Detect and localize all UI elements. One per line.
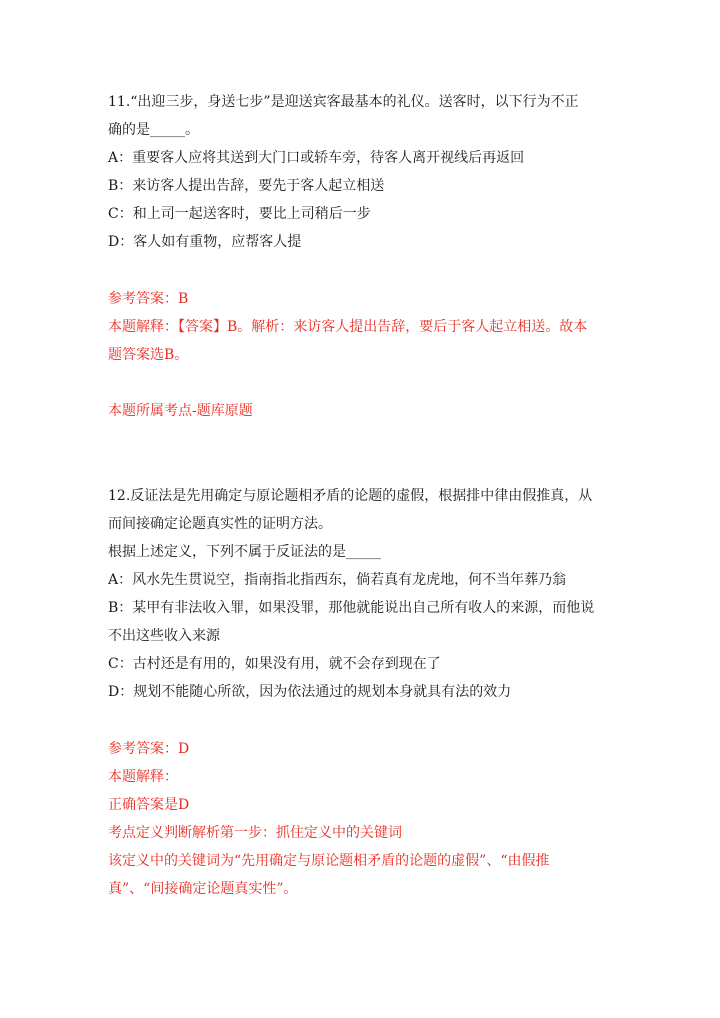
q11-option-a: A：重要客人应将其送到大门口或轿车旁，待客人离开视线后再返回 <box>108 150 525 166</box>
q12-explanation-line-3: 考点定义判断解析第一步：抓住定义中的关键词 <box>108 825 402 841</box>
q12-option-b: B：某甲有非法收入罪，如果没罪，那他就能说出自己所有收人的来源，而他说 <box>108 600 595 616</box>
q12-option-b-continued: 不出这些收入来源 <box>108 628 220 644</box>
q11-option-c: C：和上司一起送客时，要比上司稍后一步 <box>108 206 371 222</box>
q12-explanation-line-4: 该定义中的关键词为“先用确定与原论题相矛盾的论题的虚假”、“由假推 <box>108 853 550 869</box>
q12-stem-line-3: 根据上述定义，下列不属于反证法的是_____ <box>108 544 381 560</box>
q12-explanation-line-2: 正确答案是D <box>108 797 190 813</box>
q11-source: 本题所属考点-题库原题 <box>108 403 253 419</box>
q11-stem-line-1: 11.“出迎三步，身送七步”是迎送宾客最基本的礼仪。送客时，以下行为不正 <box>108 94 579 110</box>
q11-explanation-line-2: 题答案选B。 <box>108 347 189 363</box>
q11-option-d: D：客人如有重物，应帮客人提 <box>108 234 302 250</box>
q12-explanation-line-1: 本题解释： <box>108 769 178 785</box>
q12-stem-line-1: 12.反证法是先用确定与原论题相矛盾的论题的虚假，根据排中律由假推真，从 <box>108 488 593 504</box>
q11-option-b: B：来访客人提出告辞，要先于客人起立相送 <box>108 178 385 194</box>
q11-explanation-line-1: 本题解释：【答案】B。解析：来访客人提出告辞，要后于客人起立相送。故本 <box>108 319 588 335</box>
q12-option-c: C：古村还是有用的，如果没有用，就不会存到现在了 <box>108 656 441 672</box>
q12-option-a: A：风水先生贯说空，指南指北指西东，倘若真有龙虎地，何不当年葬乃翁 <box>108 572 567 588</box>
q12-answer: 参考答案：D <box>108 741 190 757</box>
q11-stem-line-2: 确的是_____。 <box>108 122 199 138</box>
q12-option-d: D：规划不能随心所欲，因为依法通过的规划本身就具有法的效力 <box>108 684 512 700</box>
q12-explanation-line-5: 真”、“间接确定论题真实性”。 <box>108 881 298 897</box>
q11-answer: 参考答案：B <box>108 291 189 307</box>
q12-stem-line-2: 而间接确定论题真实性的证明方法。 <box>108 516 332 532</box>
